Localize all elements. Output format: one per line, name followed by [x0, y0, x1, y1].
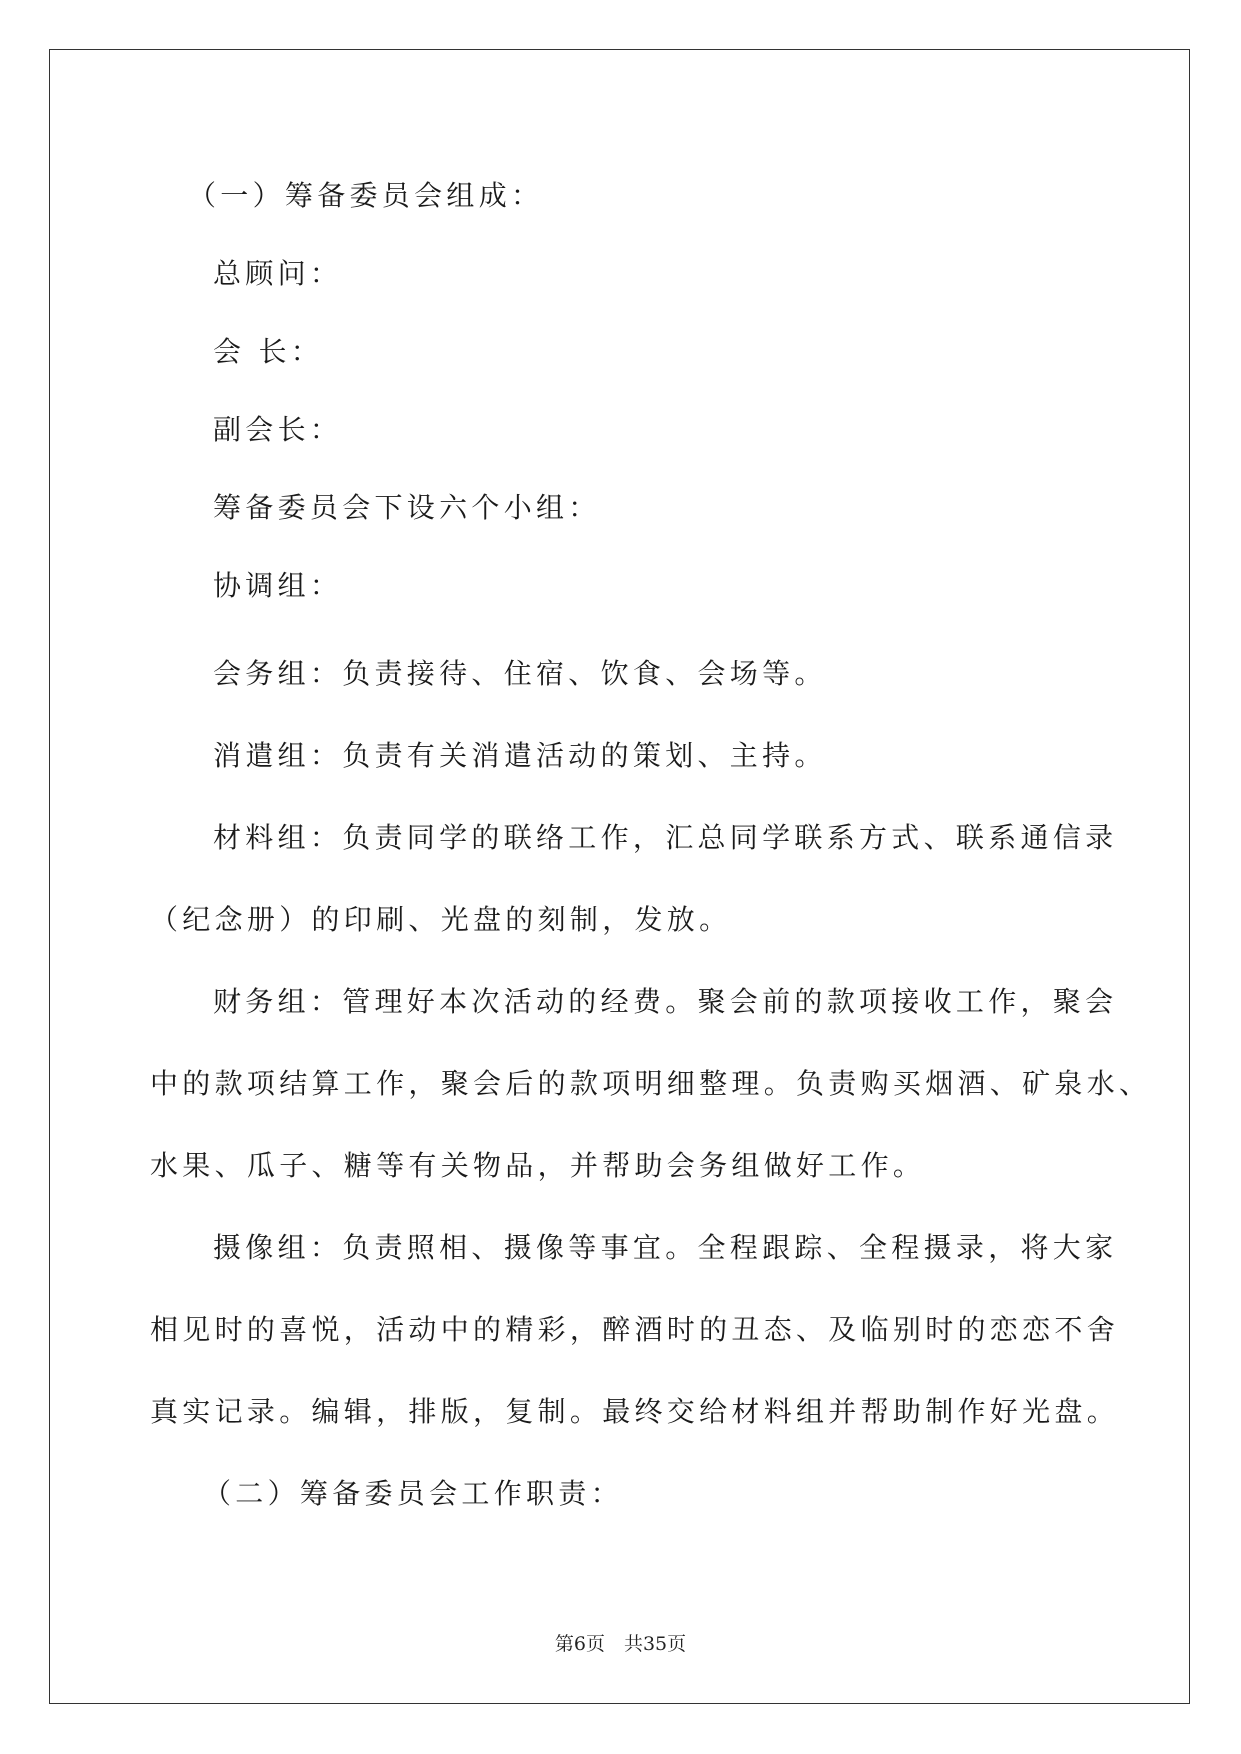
paragraph-line: 会务组：负责接待、住宿、饮食、会场等。 — [213, 657, 827, 690]
section-heading-1: （一）筹备委员会组成： — [188, 179, 544, 212]
paragraph-line: 财务组：管理好本次活动的经费。聚会前的款项接收工作，聚会 — [213, 985, 1118, 1018]
paragraph-line: 摄像组：负责照相、摄像等事宜。全程跟踪、全程摄录，将大家 — [213, 1231, 1118, 1264]
paragraph-line: 会 长： — [213, 335, 324, 368]
paragraph-line: 中的款项结算工作，聚会后的款项明细整理。负责购买烟酒、矿泉水、 — [150, 1067, 1152, 1100]
paragraph-line: （纪念册）的印刷、光盘的刻制，发放。 — [150, 903, 732, 936]
paragraph-line: 消遣组：负责有关消遣活动的策划、主持。 — [213, 739, 827, 772]
page-number-footer: 第6页 共35页 — [554, 1633, 687, 1655]
paragraph-line: 协调组： — [213, 569, 343, 602]
paragraph-line: 筹备委员会下设六个小组： — [213, 491, 601, 524]
paragraph-line: 真实记录。编辑，排版，复制。最终交给材料组并帮助制作好光盘。 — [150, 1395, 1120, 1428]
page-border — [49, 49, 1190, 1704]
paragraph-line: 相见时的喜悦，活动中的精彩，醉酒时的丑态、及临别时的恋恋不舍 — [150, 1313, 1120, 1346]
section-heading-2: （二）筹备委员会工作职责： — [203, 1477, 623, 1510]
paragraph-line: 总顾问： — [213, 257, 343, 290]
paragraph-line: 副会长： — [213, 413, 343, 446]
paragraph-line: 水果、瓜子、糖等有关物品，并帮助会务组做好工作。 — [150, 1149, 926, 1182]
paragraph-line: 材料组：负责同学的联络工作，汇总同学联系方式、联系通信录 — [213, 821, 1118, 854]
